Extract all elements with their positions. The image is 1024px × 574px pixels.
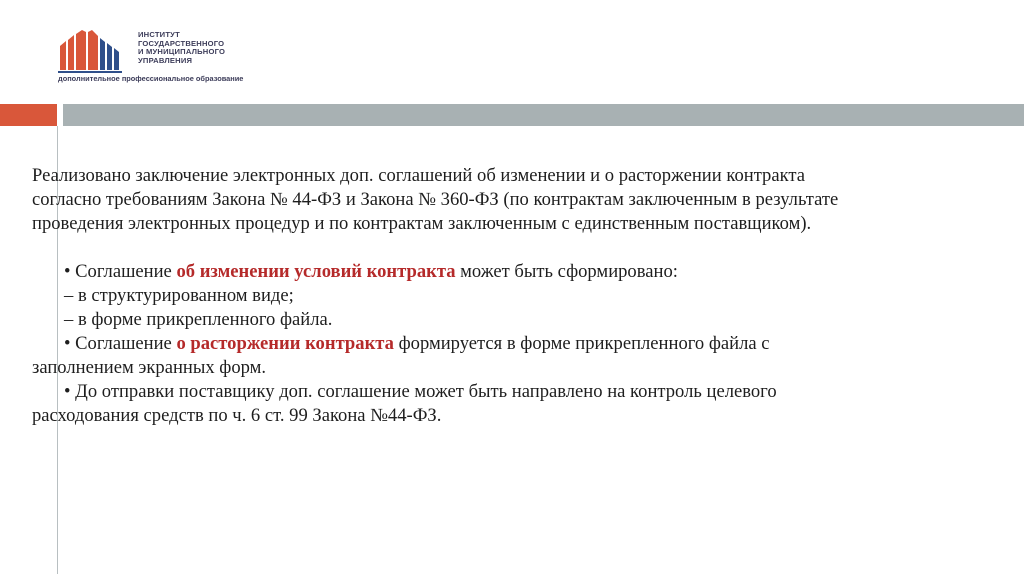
bullet-2-prefix: • Соглашение [64,333,177,354]
logo-text [138,31,225,65]
intro-line-1: Реализовано заключение электронных доп. соглашений об изменении и о расторжении контракта [32,165,805,186]
bullet-1-option-1: – в структурированном виде; [64,285,294,306]
accent-band-left [0,104,57,126]
bullet-2-suffix: формируется в форме прикрепленного файла с [393,333,770,354]
slide-body [32,164,982,428]
bullet-3-line-1: • До отправки поставщику доп. соглашение может быть направлено на контроль целевого [64,381,777,402]
intro-line-3: проведения электронных процедур и по контрактам заключенным с единственным поставщиком). [32,213,812,234]
paragraph-gap [32,236,982,260]
books-logo-icon [58,30,130,74]
header-band [63,104,1024,126]
bullet-1-option-2: – в форме прикрепленного файла. [64,309,333,330]
bullet-1-highlight: об изменении условий контракта [176,261,456,282]
logo-line-1: ИНСТИТУТ [138,30,180,39]
bullet-2-highlight: о расторжении контракта [176,333,394,354]
bullet-1-suffix: может быть сформировано: [455,261,678,282]
logo-line-2: ГОСУДАРСТВЕННОГО [138,38,225,48]
logo-tagline: дополнительное профессиональное образование [58,74,244,83]
intro-line-2: согласно требованиям Закона № 44-ФЗ и Закона № 360-ФЗ (по контрактам заключенным в результате [32,189,839,210]
band-gap [57,104,62,126]
logo-line-3: И МУНИЦИПАЛЬНОГО [138,47,226,57]
bullet-1 [32,260,982,284]
institute-logo [58,30,225,74]
bullet-1-prefix: • Соглашение [64,261,177,282]
logo-line-4: УПРАВЛЕНИЯ [138,55,193,65]
bullet-2-continuation: заполнением экранных форм. [32,357,267,378]
bullet-3-line-2: расходования средств по ч. 6 ст. 99 Закона №44-ФЗ. [32,405,442,426]
bullet-2 [32,332,982,356]
